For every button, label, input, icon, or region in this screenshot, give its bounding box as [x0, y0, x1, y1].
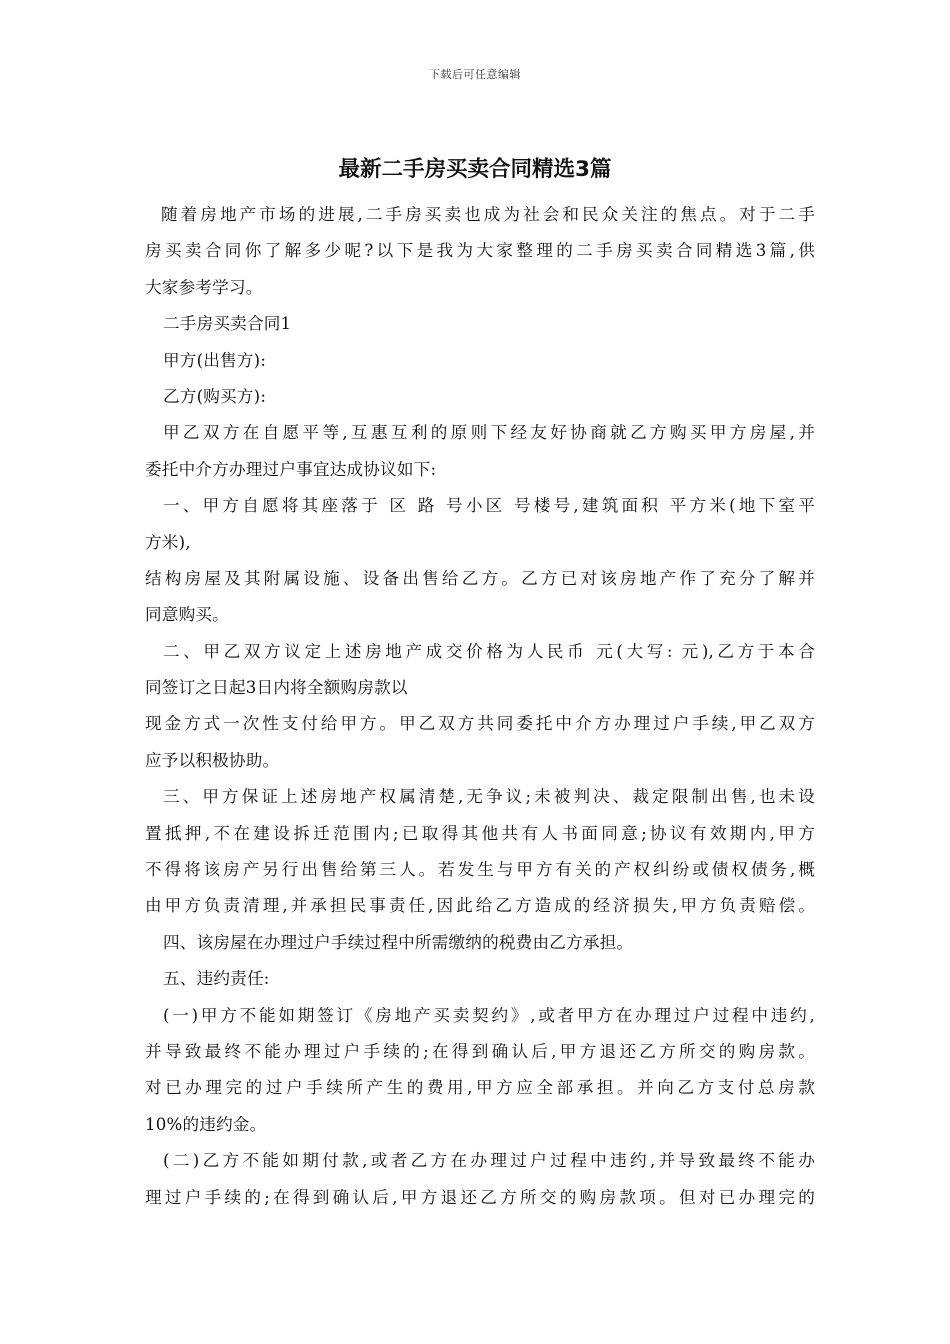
clause-line: 10%的违约金。: [145, 1114, 267, 1134]
paragraph-line: 大家参考学习。: [145, 277, 263, 297]
party-b-line: 乙方(购买方):: [163, 386, 267, 406]
page-header-note: 下载后可任意编辑: [429, 68, 521, 81]
document-title: 最新二手房买卖合同精选3篇: [338, 157, 612, 182]
clause-line: 方米),: [145, 532, 191, 552]
party-a-line: 甲方(出售方):: [163, 350, 267, 370]
document-body: [145, 197, 815, 1216]
clause-line: 五、违约责任:: [163, 969, 270, 989]
clause-line: 同签订之日起3日内将全额购房款以: [145, 678, 408, 698]
clause-line: 二、甲乙双方议定上述房地产成交价格为人民币 元(大写: 元),乙方于本合: [163, 641, 815, 661]
clause-line: 并导致最终不能办理过户手续的;在得到确认后,甲方退还乙方所交的购房款。: [145, 1041, 815, 1061]
clause-line: 现金方式一次性支付给甲方。甲乙双方共同委托中介方办理过户手续,甲乙双方: [145, 714, 815, 734]
clause-line: 由甲方负责清理,并承担民事责任,因此给乙方造成的经济损失,甲方负责赔偿。: [145, 896, 815, 916]
clause-line: 应予以积极协助。: [145, 750, 280, 770]
clause-line: 四、该房屋在办理过户手续过程中所需缴纳的税费由乙方承担。: [163, 932, 634, 952]
clause-line: 不得将该房产另行出售给第三人。若发生与甲方有关的产权纠纷或债权债务,概: [145, 860, 815, 880]
section-heading: 二手房买卖合同1: [163, 314, 292, 334]
paragraph-line: 甲乙双方在自愿平等,互惠互利的原则下经友好协商就乙方购买甲方房屋,并: [163, 423, 815, 443]
clause-line: 置抵押,不在建设拆迁范围内;已取得其他共有人书面同意;协议有效期内,甲方: [145, 823, 815, 843]
clause-line: 结构房屋及其附属设施、设备出售给乙方。乙方已对该房地产作了充分了解并: [145, 568, 815, 588]
clause-line: (二)乙方不能如期付款,或者乙方在办理过户过程中违约,并导致最终不能办: [163, 1151, 815, 1171]
paragraph-line: 委托中介方办理过户事宜达成协议如下:: [145, 459, 437, 479]
clause-line: (一)甲方不能如期签订《房地产买卖契约》,或者甲方在办理过户过程中违约,: [163, 1005, 815, 1025]
paragraph-line: 随着房地产市场的进展,二手房买卖也成为社会和民众关注的焦点。对于二手: [161, 205, 815, 224]
paragraph-line: 房买卖合同你了解多少呢?以下是我为大家整理的二手房买卖合同精选3篇,供: [145, 241, 815, 261]
clause-line: 三、甲方保证上述房地产权属清楚,无争议;未被判决、裁定限制出售,也未设: [163, 787, 815, 807]
clause-line: 对已办理完的过户手续所产生的费用,甲方应全部承担。并向乙方支付总房款: [145, 1078, 815, 1098]
clause-line: 理过户手续的;在得到确认后,甲方退还乙方所交的购房款项。但对已办理完的: [145, 1187, 815, 1207]
clause-line: 同意购买。: [145, 605, 229, 625]
clause-line: 一、甲方自愿将其座落于 区 路 号小区 号楼号,建筑面积 平方米(地下室平: [163, 496, 815, 516]
